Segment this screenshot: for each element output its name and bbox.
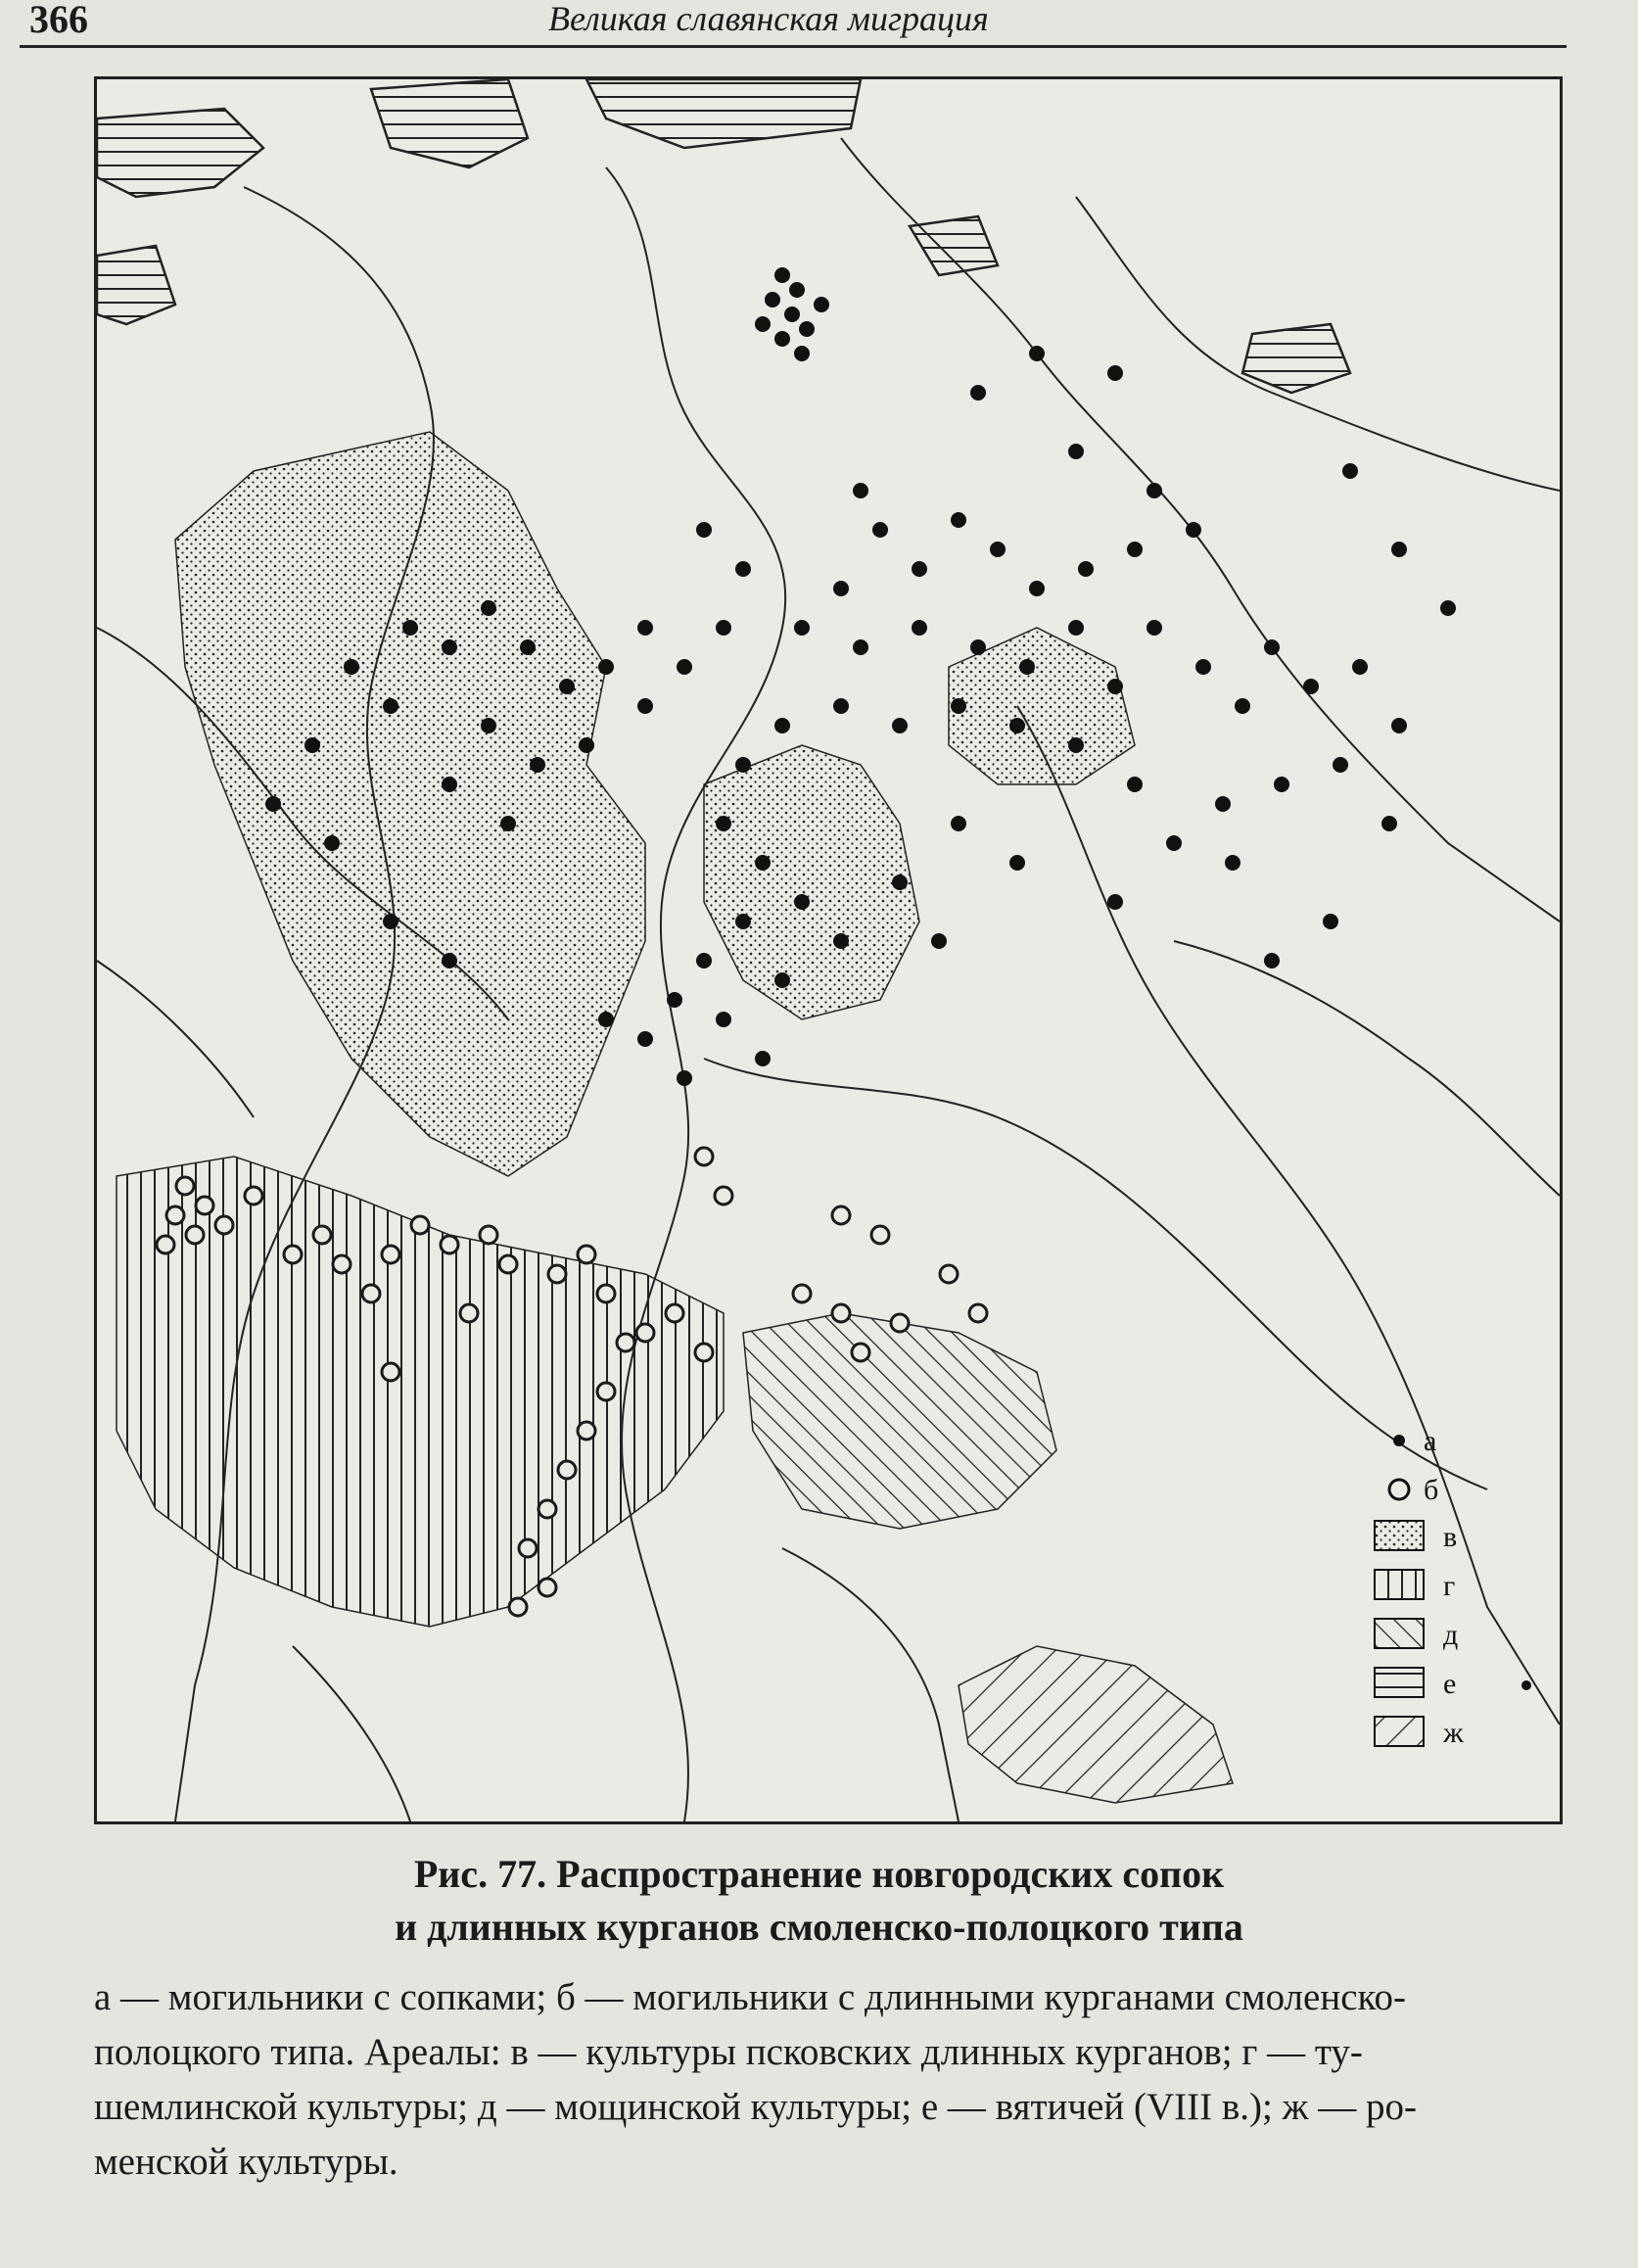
figure-caption-line1: Рис. 77. Распространение новгородских сопок bbox=[413, 1852, 1225, 1896]
legend-symbol-g bbox=[1375, 1570, 1424, 1599]
legend-key-e: е bbox=[1443, 1668, 1457, 1700]
legend-extra-dot bbox=[1521, 1680, 1531, 1690]
legend-description-line3: шемлинской культуры; д — мощинской культуры; е — вятичей (VIII в.); ж — ро- bbox=[94, 2086, 1417, 2128]
running-title: Великая славянская миграция bbox=[548, 0, 989, 38]
area-romny bbox=[959, 1646, 1233, 1803]
distribution-map bbox=[97, 79, 1560, 1821]
area-pskov-long-barrows bbox=[175, 432, 1135, 1176]
legend-symbol-a bbox=[1393, 1435, 1405, 1446]
area-moshchiny bbox=[743, 1313, 1056, 1529]
legend-key-b: б bbox=[1424, 1474, 1439, 1506]
legend-symbol-d bbox=[1375, 1619, 1424, 1648]
legend-key-d: д bbox=[1443, 1619, 1459, 1651]
legend-key-zh: ж bbox=[1443, 1717, 1464, 1749]
legend-key-a: а bbox=[1424, 1425, 1437, 1457]
legend-symbol-zh bbox=[1375, 1717, 1424, 1746]
header-rule bbox=[20, 45, 1567, 48]
legend-symbol-v bbox=[1375, 1521, 1424, 1550]
figure-caption-line2: и длинных курганов смоленско-полоцкого типа bbox=[395, 1905, 1243, 1949]
map-frame bbox=[94, 76, 1563, 1824]
page-header bbox=[0, 0, 1638, 39]
water-bodies bbox=[97, 79, 1350, 393]
legend-symbol-e bbox=[1375, 1668, 1424, 1697]
page-number: 366 bbox=[29, 0, 88, 41]
legend-symbol-b bbox=[1389, 1480, 1409, 1499]
legend-description-line2: полоцкого типа. Ареалы: в — культуры псковских длинных курганов; г — ту- bbox=[94, 2031, 1363, 2073]
legend-description-line1: а — могильники с сопками; б — могильники с длинными курганами смоленско- bbox=[94, 1976, 1406, 2018]
legend-key-v: в bbox=[1443, 1521, 1458, 1553]
legend-description-line4: менской культуры. bbox=[94, 2141, 398, 2183]
legend-key-g: г bbox=[1443, 1570, 1456, 1602]
